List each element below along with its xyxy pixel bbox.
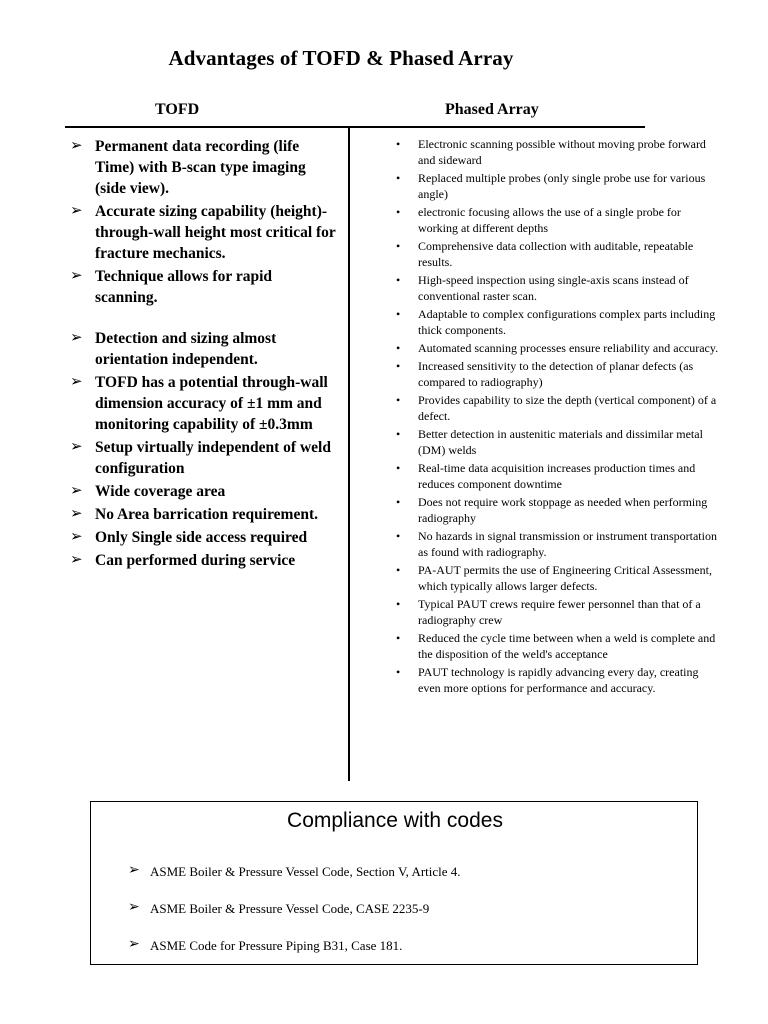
arrow-bullet-icon: ➢ bbox=[70, 268, 83, 284]
list-item bbox=[393, 358, 723, 390]
dot-bullet-icon: • bbox=[396, 137, 401, 151]
pa-item-text: Comprehensive data collection with auditable, repeatable results. bbox=[418, 239, 694, 270]
dot-bullet-icon: • bbox=[396, 528, 401, 543]
list-item bbox=[393, 136, 723, 168]
dot-bullet-icon: • bbox=[396, 358, 401, 373]
pa-item-text: Electronic scanning possible without moving probe forward and sideward bbox=[418, 137, 706, 168]
arrow-bullet-icon: ➢ bbox=[70, 374, 83, 390]
arrow-bullet-icon: ➢ bbox=[70, 439, 83, 455]
tofd-item-text: Only Single side access required bbox=[95, 529, 308, 546]
dot-bullet-icon: • bbox=[396, 307, 401, 321]
dot-bullet-icon: • bbox=[396, 426, 401, 441]
list-item bbox=[70, 550, 336, 571]
pa-item-text: No hazards in signal transmission or instrument transportation as found with radiography. bbox=[418, 528, 717, 559]
pa-item-text: Does not require work stoppage as needed when performing radiography bbox=[418, 494, 708, 525]
dot-bullet-icon: • bbox=[396, 630, 401, 645]
list-item bbox=[393, 596, 723, 628]
list-item bbox=[128, 863, 668, 881]
tofd-item-text: Technique allows for rapid scanning. bbox=[95, 268, 272, 306]
list-item bbox=[128, 900, 668, 918]
list-item bbox=[393, 272, 723, 304]
arrow-bullet-icon: ➢ bbox=[70, 483, 83, 499]
arrow-bullet-icon: ➢ bbox=[70, 330, 83, 346]
pa-item-text: Provides capability to size the depth (vertical component) of a defect. bbox=[418, 392, 717, 423]
dot-bullet-icon: • bbox=[396, 596, 401, 611]
arrow-bullet-icon: ➢ bbox=[70, 506, 83, 522]
pa-item-text: Increased sensitivity to the detection of planar defects (as compared to radiography) bbox=[418, 358, 694, 389]
list-item bbox=[70, 437, 336, 479]
tofd-item-text: Wide coverage area bbox=[95, 483, 226, 500]
tofd-item-text: TOFD has a potential through-wall dimension accuracy of ±1 mm and monitoring capability of ±0.3mm bbox=[95, 374, 328, 433]
dot-bullet-icon: • bbox=[396, 239, 401, 253]
list-item bbox=[70, 266, 336, 308]
arrow-bullet-icon: ➢ bbox=[70, 552, 83, 568]
tofd-item-text: No Area barrication requirement. bbox=[95, 506, 318, 523]
tofd-advantages-list bbox=[70, 136, 336, 573]
list-item bbox=[393, 340, 723, 356]
pa-item-text: electronic focusing allows the use of a single probe for working at different depths bbox=[418, 205, 681, 236]
pa-item-text: Automated scanning processes ensure reliability and accuracy. bbox=[418, 341, 719, 355]
list-item bbox=[128, 937, 668, 955]
list-item bbox=[393, 528, 723, 560]
arrow-bullet-icon: ➢ bbox=[128, 900, 140, 915]
list-item bbox=[393, 238, 723, 270]
phased-array-advantages-list bbox=[393, 136, 723, 698]
column-divider bbox=[348, 128, 350, 781]
code-item-text: ASME Boiler & Pressure Vessel Code, CASE 2235-9 bbox=[150, 901, 430, 916]
list-item bbox=[393, 562, 723, 594]
list-item bbox=[393, 664, 723, 696]
pa-item-text: PA-AUT permits the use of Engineering Critical Assessment, which typically allows larger defects. bbox=[418, 562, 712, 593]
pa-item-text: Adaptable to complex configurations complex parts including thick components. bbox=[418, 307, 716, 338]
page-title: Advantages of TOFD & Phased Array bbox=[168, 46, 514, 70]
tofd-item-text: Can performed during service bbox=[95, 552, 296, 569]
tofd-item-text: Setup virtually independent of weld configuration bbox=[95, 439, 331, 477]
list-item bbox=[393, 426, 723, 458]
pa-item-text: Reduced the cycle time between when a weld is complete and the disposition of the weld's acceptance bbox=[418, 630, 716, 661]
tofd-column-heading: TOFD bbox=[155, 101, 200, 118]
tofd-item-text: Permanent data recording (life Time) with B-scan type imaging (side view). bbox=[95, 138, 306, 197]
list-item bbox=[393, 494, 723, 526]
list-item bbox=[70, 328, 336, 370]
list-item bbox=[393, 170, 723, 202]
compliance-title: Compliance with codes bbox=[287, 809, 503, 832]
list-item bbox=[70, 136, 336, 199]
arrow-bullet-icon: ➢ bbox=[70, 203, 83, 219]
pa-item-text: Replaced multiple probes (only single probe use for various angle) bbox=[418, 171, 706, 202]
tofd-item-text: Detection and sizing almost orientation independent. bbox=[95, 330, 277, 368]
list-item bbox=[393, 204, 723, 236]
list-item bbox=[70, 527, 336, 548]
header-divider bbox=[65, 126, 645, 128]
list-item bbox=[70, 372, 336, 435]
compliance-box bbox=[90, 801, 698, 965]
dot-bullet-icon: • bbox=[396, 460, 401, 475]
phased-array-column-heading: Phased Array bbox=[445, 101, 539, 118]
pa-item-text: High-speed inspection using single-axis scans instead of conventional raster scan. bbox=[418, 273, 689, 304]
list-item bbox=[393, 630, 723, 662]
arrow-bullet-icon: ➢ bbox=[70, 138, 83, 154]
code-item-text: ASME Code for Pressure Piping B31, Case 181. bbox=[150, 938, 403, 953]
code-item-text: ASME Boiler & Pressure Vessel Code, Section V, Article 4. bbox=[150, 864, 461, 879]
list-item bbox=[393, 306, 723, 338]
dot-bullet-icon: • bbox=[396, 392, 401, 407]
pa-item-text: Better detection in austenitic materials and dissimilar metal (DM) welds bbox=[418, 426, 703, 457]
arrow-bullet-icon: ➢ bbox=[128, 863, 140, 878]
dot-bullet-icon: • bbox=[396, 273, 401, 287]
dot-bullet-icon: • bbox=[396, 562, 401, 577]
pa-item-text: Typical PAUT crews require fewer personnel than that of a radiography crew bbox=[418, 596, 701, 627]
arrow-bullet-icon: ➢ bbox=[128, 937, 140, 952]
pa-item-text: PAUT technology is rapidly advancing every day, creating even more options for performance and accuracy. bbox=[418, 664, 699, 695]
dot-bullet-icon: • bbox=[396, 664, 401, 679]
list-item bbox=[70, 481, 336, 502]
list-item bbox=[393, 392, 723, 424]
list-item bbox=[393, 460, 723, 492]
dot-bullet-icon: • bbox=[396, 494, 401, 509]
dot-bullet-icon: • bbox=[396, 341, 401, 355]
tofd-item-text: Accurate sizing capability (height)-through-wall height most critical for fracture mechanics. bbox=[95, 203, 336, 262]
dot-bullet-icon: • bbox=[396, 171, 401, 185]
list-item bbox=[70, 201, 336, 264]
arrow-bullet-icon: ➢ bbox=[70, 529, 83, 545]
dot-bullet-icon: • bbox=[396, 205, 401, 219]
list-item bbox=[70, 504, 336, 525]
compliance-list bbox=[128, 863, 668, 974]
pa-item-text: Real-time data acquisition increases production times and reduces component downtime bbox=[418, 460, 696, 491]
